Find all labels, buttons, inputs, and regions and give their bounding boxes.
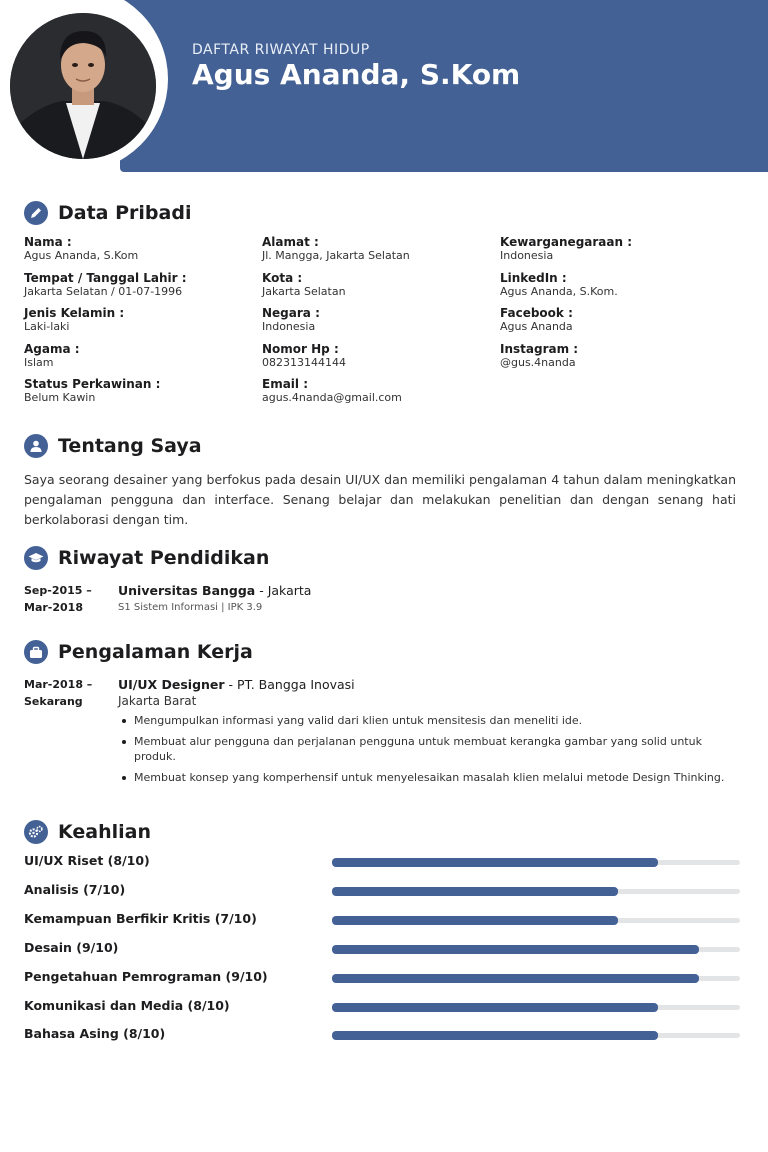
skill-bar-fill (332, 916, 618, 925)
skill-label: Pengetahuan Pemrograman (9/10) (24, 968, 268, 984)
skill-row (24, 939, 740, 957)
skill-row (24, 1025, 740, 1043)
section-education (24, 546, 269, 570)
skill-bar-track (332, 1005, 740, 1010)
user-icon (24, 434, 48, 458)
section-title-experience: Pengalaman Kerja (58, 641, 253, 663)
profile-photo (10, 13, 156, 159)
section-title-personal: Data Pribadi (58, 202, 192, 224)
pencil-icon (24, 201, 48, 225)
field-facebook: Facebook : Agus Ananda (500, 306, 573, 333)
field-religion: Agama : Islam (24, 342, 80, 369)
skill-bar-track (332, 976, 740, 981)
skill-row (24, 881, 740, 899)
skill-bar-track (332, 918, 740, 923)
field-address: Alamat : Jl. Mangga, Jakarta Selatan (262, 235, 410, 262)
document-subtitle: DAFTAR RIWAYAT HIDUP (192, 42, 370, 58)
graduation-cap-icon (24, 546, 48, 570)
skill-label: Kemampuan Berfikir Kritis (7/10) (24, 910, 257, 926)
section-title-education: Riwayat Pendidikan (58, 547, 270, 569)
gears-icon (24, 820, 48, 844)
education-institution: Universitas Bangga (118, 583, 256, 598)
skill-bar-fill (332, 945, 699, 954)
field-nationality: Kewarganegaraan : Indonesia (500, 235, 633, 262)
section-skills (24, 820, 151, 844)
skill-label: UI/UX Riset (8/10) (24, 853, 150, 868)
about-paragraph: Saya seorang desainer yang berfokus pada desain UI/UX dan memiliki pengalaman 4 tahun dalam meningkatkan pengalaman pengguna dan interface. Senang belajar dan melakukan penelitian dan dengan senang hati berkolaborasi dengan tim. (24, 472, 736, 527)
field-phone: Nomor Hp : 082313144144 (262, 342, 346, 369)
skill-row (24, 852, 740, 870)
section-about (24, 434, 202, 458)
experience-location: Jakarta Barat (118, 694, 197, 708)
section-title-about: Tentang Saya (58, 435, 202, 457)
skill-bar-track (332, 1033, 740, 1038)
skill-bar-track (332, 947, 740, 952)
education-location: - Jakarta (255, 583, 312, 598)
skill-bar-fill (332, 1031, 658, 1040)
skill-bar-fill (332, 858, 658, 867)
section-experience (24, 640, 253, 664)
experience-role: UI/UX Designer (118, 677, 225, 692)
field-gender: Jenis Kelamin : Laki-laki (24, 306, 125, 333)
skill-label: Desain (9/10) (24, 939, 119, 955)
experience-dates: Mar-2018 – Sekarang (24, 678, 93, 708)
skill-bar-track (332, 860, 740, 865)
list-item: Membuat alur pengguna dan perjalanan pengguna untuk membuat kerangka gambar yang solid untuk produk. (118, 734, 736, 764)
skill-label: Analisis (7/10) (24, 881, 126, 897)
skill-bar-fill (332, 1003, 658, 1012)
section-personal (24, 201, 191, 225)
experience-company: - PT. Bangga Inovasi (224, 677, 355, 692)
experience-bullets (118, 713, 736, 785)
list-item: Membuat konsep yang komperhensif untuk menyelesaikan masalah klien melalui metode Design Thinking. (118, 770, 736, 785)
skill-row (24, 910, 740, 928)
experience-entry (118, 676, 736, 791)
skill-bar-track (332, 889, 740, 894)
list-item: Mengumpulkan informasi yang valid dari klien untuk mensitesis dan meneliti ide. (118, 713, 736, 728)
section-title-skills: Keahlian (58, 821, 151, 843)
skill-bar-fill (332, 887, 618, 896)
field-birth: Tempat / Tanggal Lahir : Jakarta Selatan / 01-07-1996 (24, 271, 187, 298)
briefcase-icon (24, 640, 48, 664)
skill-label: Komunikasi dan Media (8/10) (24, 997, 230, 1013)
education-detail: S1 Sistem Informasi | IPK 3.9 (118, 602, 263, 613)
field-city: Kota : Jakarta Selatan (262, 271, 346, 298)
field-marital: Status Perkawinan : Belum Kawin (24, 377, 161, 404)
education-dates: Sep-2015 – Mar-2018 (24, 584, 92, 614)
education-entry (118, 582, 736, 616)
field-instagram: Instagram : @gus.4nanda (500, 342, 579, 369)
person-name: Agus Ananda, S.Kom (192, 58, 521, 91)
skill-bar-fill (332, 974, 699, 983)
skill-label: Bahasa Asing (8/10) (24, 1026, 166, 1042)
field-linkedin: LinkedIn : Agus Ananda, S.Kom. (500, 271, 618, 298)
field-email: Email : agus.4nanda@gmail.com (262, 377, 402, 404)
skill-row (24, 997, 740, 1015)
field-country: Negara : Indonesia (262, 306, 320, 333)
skill-row (24, 968, 740, 986)
field-name: Nama : Agus Ananda, S.Kom (24, 235, 139, 262)
